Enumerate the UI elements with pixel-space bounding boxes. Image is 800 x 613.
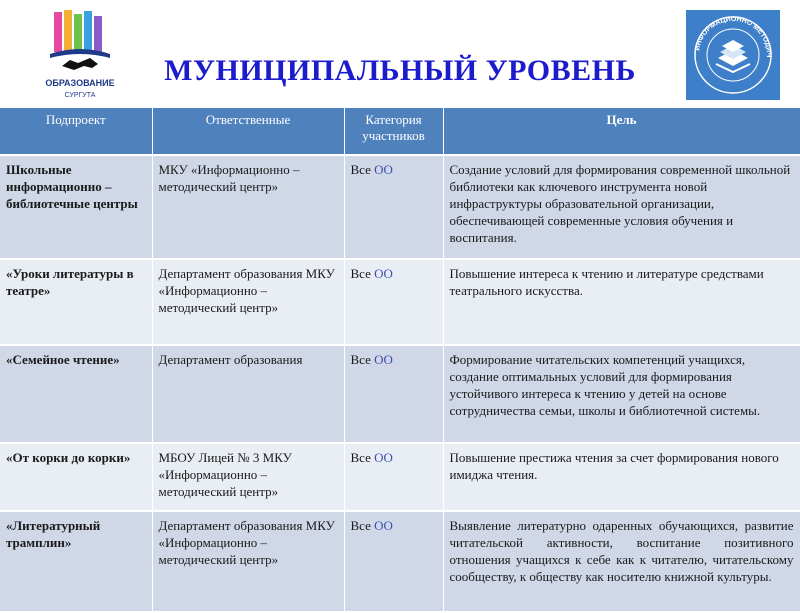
table-header-row [0,108,800,155]
column-header-subproject: Подпроект [0,108,152,155]
category-cell [344,443,443,511]
responsible-cell: МКУ «Информационно – методический центр» [152,155,344,259]
category-prefix: Все [350,266,371,281]
goal-cell: Выявление литературно одаренных обучающихся, развитие читательской активности, воспитание позитивного отношения учащихся к себе как к читателю, читательскому сообществу, к обществу как носителю книжной культуры. [443,511,800,612]
responsible-cell: МБОУ Лицей № 3 МКУ «Информационно – методический центр» [152,443,344,511]
table-row [0,155,800,259]
category-prefix: Все [350,352,371,367]
category-prefix: Все [350,450,371,465]
category-cell [344,345,443,443]
category-prefix: Все [350,162,371,177]
goal-cell: Формирование читательских компетенций учащихся, создание оптимальных условий для формирования устойчивого интереса к чтению у детей на основе сотрудничества семьи, школы и библиотечной системы. [443,345,800,443]
category-oo: ОО [374,518,393,533]
category-oo: ОО [374,450,393,465]
category-oo: ОО [374,162,393,177]
svg-text:СУРГУТА: СУРГУТА [64,92,96,99]
responsible-cell: Департамент образования [152,345,344,443]
table-row [0,443,800,511]
page-title: МУНИЦИПАЛЬНЫЙ УРОВЕНЬ [164,54,636,87]
category-cell [344,511,443,612]
column-header-category: Категория участников [344,108,443,155]
svg-text:ИНФОРМАЦИОННО МЕТОДИЧЕСКИЙ ЦЕН: ИНФОРМАЦИОННО МЕТОДИЧ [694,15,773,58]
goal-cell: Повышение престижа чтения за счет формирования нового имиджа чтения. [443,443,800,511]
column-header-goal: Цель [443,108,800,155]
table-row [0,345,800,443]
goal-cell: Создание условий для формирования современной школьной библиотеки как ключевого инструмента новой инфраструктуры образовательной организации, обеспечивающей современные условия обучения и воспитания. [443,155,800,259]
category-oo: ОО [374,266,393,281]
category-cell [344,259,443,345]
subproject-cell: «Семейное чтение» [0,345,152,443]
column-header-responsible: Ответственные [152,108,344,155]
category-cell [344,155,443,259]
responsible-cell: Департамент образования МКУ «Информационно – методический центр» [152,511,344,612]
projects-table [0,108,800,613]
category-oo: ОО [374,352,393,367]
subproject-cell: Школьные информационно – библиотечные центры [0,155,152,259]
goal-cell: Повышение интереса к чтению и литературе средствами театрального искусства. [443,259,800,345]
subproject-cell: «Литературный трамплин» [0,511,152,612]
responsible-cell: Департамент образования МКУ «Информационно – методический центр» [152,259,344,345]
svg-text:ОБРАЗОВАНИЕ: ОБРАЗОВАНИЕ [45,78,115,88]
table-row [0,259,800,345]
subproject-cell: «Уроки литературы в театре» [0,259,152,345]
table-row [0,511,800,612]
subproject-cell: «От корки до корки» [0,443,152,511]
category-prefix: Все [350,518,371,533]
